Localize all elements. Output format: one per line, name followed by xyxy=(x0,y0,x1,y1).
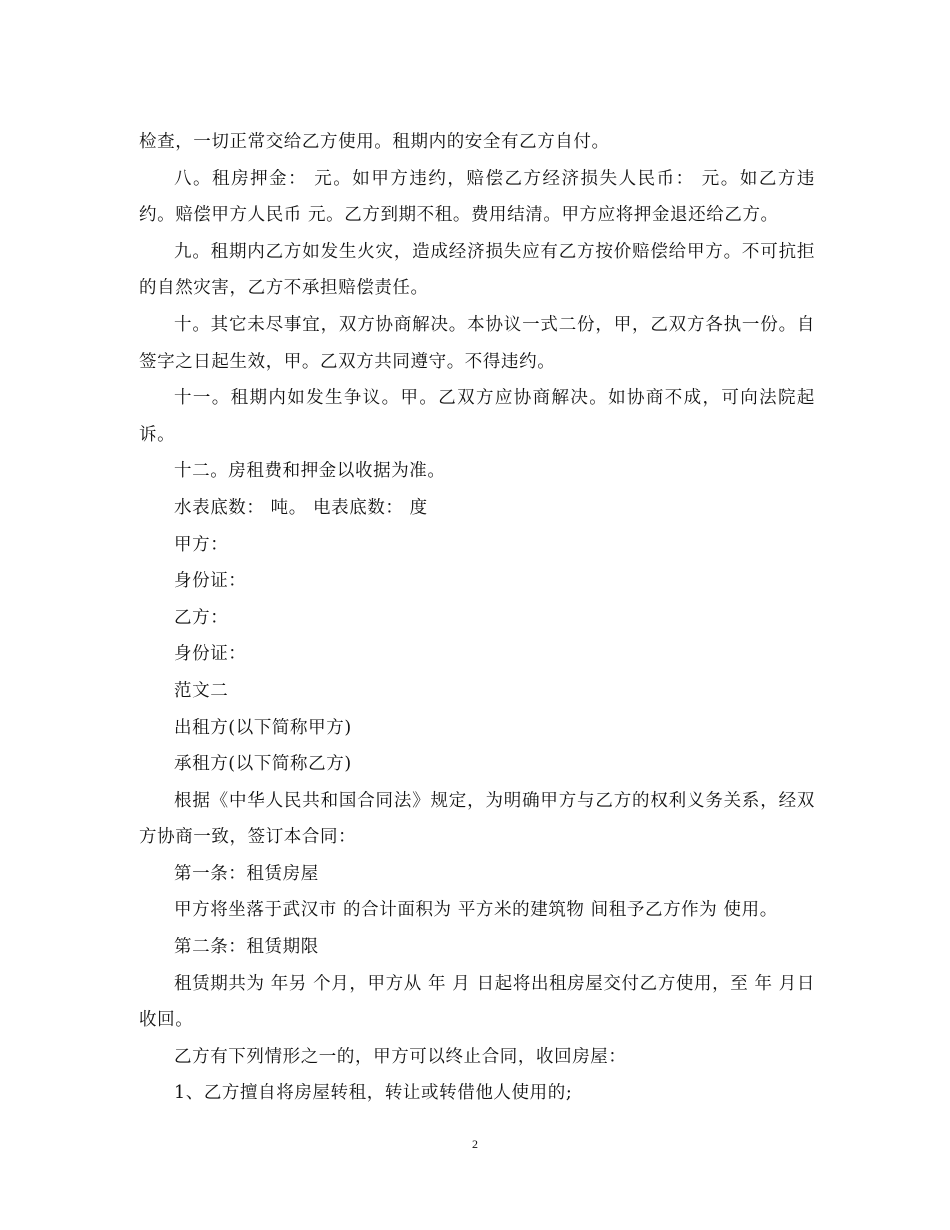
party-b-label: 乙方： xyxy=(174,607,229,628)
lessor-label: 出租方(以下简称甲方) xyxy=(174,717,352,738)
page-number: 2 xyxy=(472,1137,478,1151)
document-body xyxy=(139,124,815,1112)
meter-readings: 水表底数： 吨。 电表底数： 度 xyxy=(174,497,428,518)
article-1-heading: 第一条：租赁房屋 xyxy=(174,863,319,884)
lessee-label: 承租方(以下简称乙方) xyxy=(174,754,352,775)
article-1-body: 甲方将坐落于武汉市 的合计面积为 平方米的建筑物 间租予乙方作为 使用。 xyxy=(174,900,778,921)
paragraph-continuation: 检查，一切正常交给乙方使用。租期内的安全有乙方自付。 xyxy=(139,132,610,152)
clause-12-receipts: 十二。房租费和押金以收据为准。 xyxy=(174,461,446,482)
article-2-body: 租赁期共为 年另 个月，甲方从 年 月 日起将出租房屋交付乙方使用，至 年 月日收回。 xyxy=(139,973,815,1031)
article-2-heading: 第二条：租赁期限 xyxy=(174,937,319,958)
termination-item-1: 1、乙方擅自将房屋转租，转让或转借他人使用的; xyxy=(174,1083,573,1104)
party-a-label: 甲方： xyxy=(174,534,229,555)
clause-11-disputes: 十一。租期内如发生争议。甲。乙双方应协商解决。如协商不成，可向法院起诉。 xyxy=(139,388,815,445)
clause-10-other-matters: 十。其它未尽事宜，双方协商解决。本协议一式二份，甲，乙双方各执一份。自签字之日起生效，甲。乙双方共同遵守。不得违约。 xyxy=(139,314,815,372)
sample-two-heading: 范文二 xyxy=(174,680,229,701)
party-a-id-label: 身份证： xyxy=(174,571,247,592)
party-b-id-label: 身份证： xyxy=(174,644,247,665)
termination-conditions: 乙方有下列情形之一的，甲方可以终止合同，收回房屋： xyxy=(174,1046,627,1067)
clause-9-fire-damage: 九。租期内乙方如发生火灾，造成经济损失应有乙方按价赔偿给甲方。不可抗拒的自然灾害，乙方不承担赔偿责任。 xyxy=(139,241,815,299)
clause-8-deposit: 八。租房押金： 元。如甲方违约，赔偿乙方经济损失人民币： 元。如乙方违约。赔偿甲方人民币 元。乙方到期不租。费用结清。甲方应将押金退还给乙方。 xyxy=(139,168,815,226)
contract-preamble: 根据《中华人民共和国合同法》规定，为明确甲方与乙方的权利义务关系，经双方协商一致，签订本合同： xyxy=(139,790,815,848)
